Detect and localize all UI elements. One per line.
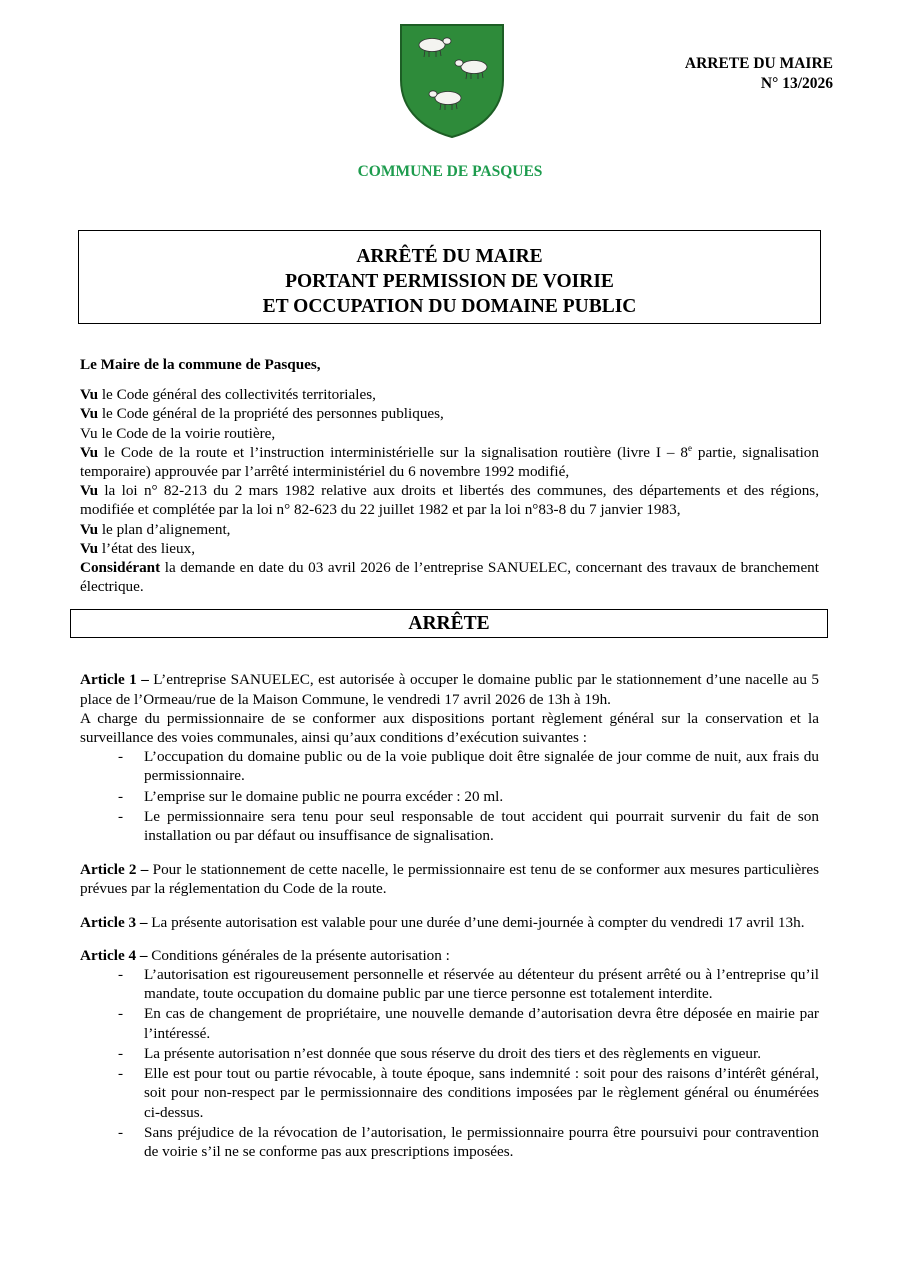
article-1-list bbox=[80, 747, 819, 845]
vu-line: Vu le Code de la route et l’instruction interministérielle sur la signalisation routière (livre I – 8e partie, signalisation temporaire) approuvée par l’arrêté interministériel du 6 novembre 1992 modifié, bbox=[80, 442, 819, 481]
title-line-3: ET OCCUPATION DU DOMAINE PUBLIC bbox=[262, 296, 637, 317]
list-item: - L’occupation du domaine public ou de la voie publique doit être signalée de jour comme de nuit, aux frais du permissionnaire. bbox=[144, 747, 819, 785]
article-2: Article 2 – Pour le stationnement de cette nacelle, le permissionnaire est tenu de se conformer aux mesures particulières prévues par la réglementation du Code de la route. bbox=[80, 861, 819, 898]
considerant-line: Considérant la demande en date du 03 avril 2026 de l’entreprise SANUELEC, concernant des travaux de branchement électrique. bbox=[80, 559, 819, 596]
intro-line: Le Maire de la commune de Pasques, bbox=[80, 356, 321, 373]
vu-line: Vu le plan d’alignement, bbox=[80, 520, 231, 538]
arrete-heading: ARRÊTE bbox=[70, 609, 828, 638]
document-body bbox=[80, 355, 819, 1162]
commune-name: COMMUNE DE PASQUES bbox=[357, 163, 543, 180]
article-1: Article 1 – L’entreprise SANUELEC, est autorisée à occuper le domaine public par le stationnement d’une nacelle au 5 place de l’Ormeau/rue de la Maison Commune, le vendredi 17 avril 2026 de 13h à 19h. bbox=[80, 671, 819, 708]
decree-reference bbox=[685, 54, 833, 94]
commune-coat-of-arms bbox=[398, 22, 506, 140]
document-title-box bbox=[78, 230, 821, 324]
decree-type: ARRETE DU MAIRE bbox=[684, 55, 833, 72]
list-item: - En cas de changement de propriétaire, une nouvelle demande d’autorisation devra être déposée en mairie par l’intéressé. bbox=[144, 1004, 819, 1042]
article-1-conditions: A charge du permissionnaire de se conformer aux dispositions portant règlement général sur la conservation et la surveillance des voies communales, ainsi qu’aux conditions d’exécution suivantes : bbox=[80, 709, 819, 747]
title-line-2: PORTANT PERMISSION DE VOIRIE bbox=[285, 271, 614, 292]
list-item: - Le permissionnaire sera tenu pour seul responsable de tout accident qui pourrait survenir du fait de son installation ou par défaut ou insuffisance de signalisation. bbox=[144, 807, 819, 845]
vu-line: Vu le Code de la voirie routière, bbox=[80, 424, 276, 442]
article-3: Article 3 – La présente autorisation est valable pour une durée d’une demi-journée à compter du vendredi 17 avril 13h. bbox=[80, 913, 805, 931]
vu-line: Vu la loi n° 82-213 du 2 mars 1982 relative aux droits et libertés des communes, des départements et des régions, modifiée et complétée par la loi n° 82-623 du 22 juillet 1982 et par la loi n°83-8 du 7 janvier 1983, bbox=[80, 482, 819, 519]
list-item: - Sans préjudice de la révocation de l’autorisation, le permissionnaire pourra être poursuivi pour contravention de voirie s’il ne se conforme pas aux prescriptions imposées. bbox=[144, 1123, 819, 1161]
list-item: - La présente autorisation n’est donnée que sous réserve du droit des tiers et des règlements en vigueur. bbox=[144, 1044, 819, 1063]
decree-number: N° 13/2026 bbox=[760, 75, 833, 92]
list-item: - L’emprise sur le domaine public ne pourra excéder : 20 ml. bbox=[144, 787, 819, 806]
vu-line: Vu le Code général des collectivités territoriales, bbox=[80, 386, 376, 404]
article-4-list bbox=[80, 965, 819, 1161]
list-item: - Elle est pour tout ou partie révocable, à toute époque, sans indemnité : soit pour des raisons d’intérêt général, soit pour non-respect par le permissionnaire des conditions imposées par le règlement général ou énumérées ci-dessus. bbox=[144, 1064, 819, 1122]
vu-line: Vu l’état des lieux, bbox=[80, 539, 196, 557]
article-4: Article 4 – Conditions générales de la présente autorisation : bbox=[80, 946, 450, 964]
title-line-1: ARRÊTÉ DU MAIRE bbox=[356, 246, 543, 267]
vu-line: Vu le Code général de la propriété des personnes publiques, bbox=[80, 405, 444, 423]
list-item: - L’autorisation est rigoureusement personnelle et réservée au détenteur du présent arrêté ou à l’entreprise qu’il mandate, toute occupation du domaine public par une tierce personne est totalement interdite. bbox=[144, 965, 819, 1003]
